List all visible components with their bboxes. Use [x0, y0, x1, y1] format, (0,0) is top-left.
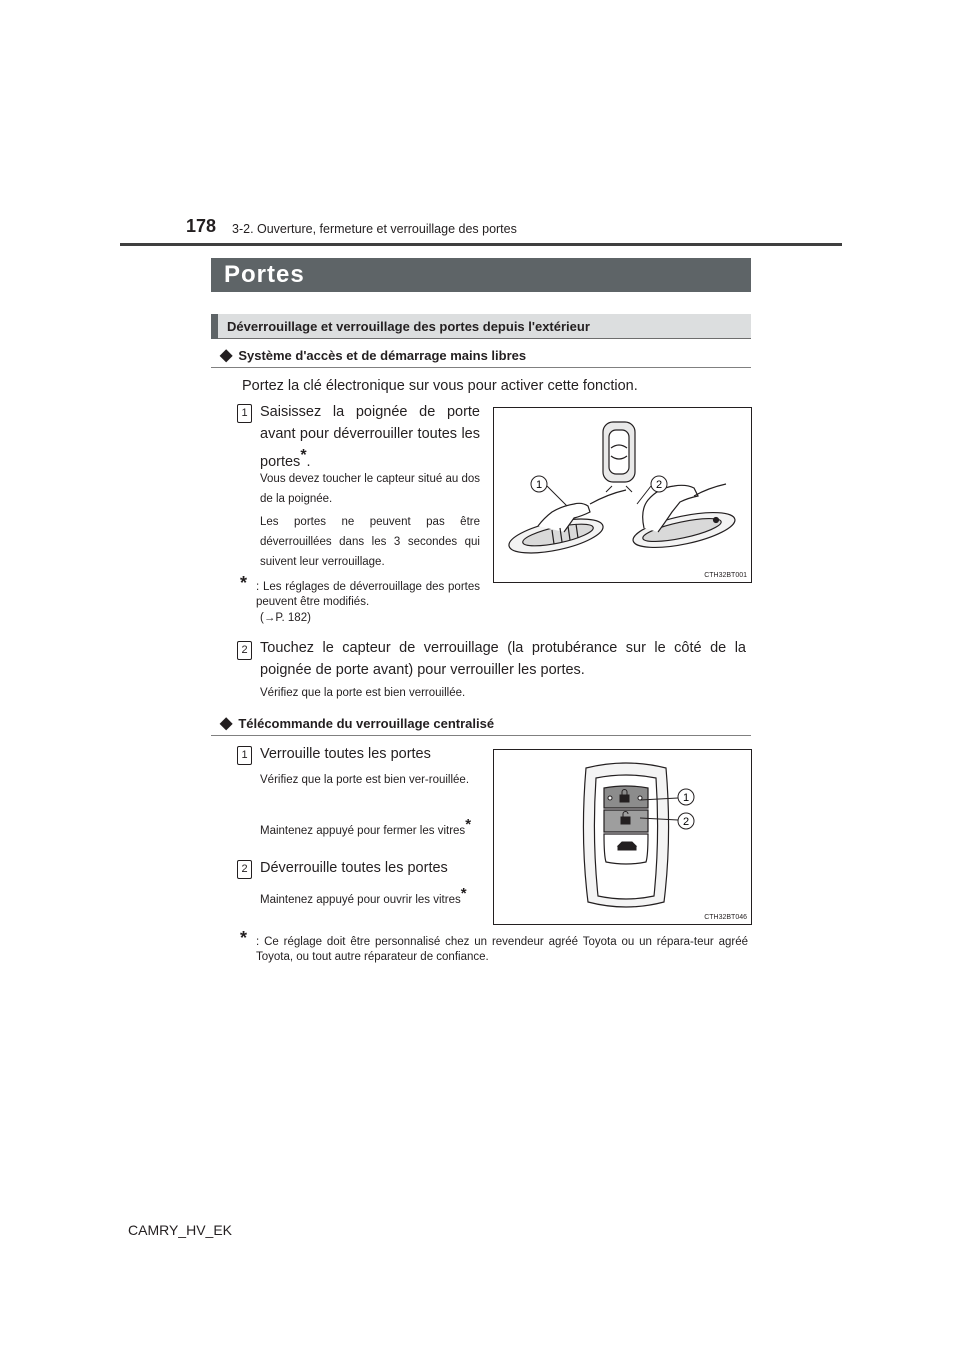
item1-note2-text: Maintenez appuyé pour fermer les vitres — [260, 824, 466, 837]
fig2-callout1: 1 — [682, 792, 690, 804]
step2-badge: 2 — [237, 641, 252, 660]
section1-rule — [211, 367, 751, 368]
footnote1-star: * — [240, 573, 248, 593]
item1-note1: Vérifiez que la porte est bien ver-rouillée. — [260, 774, 470, 786]
step1-text-end: . — [306, 453, 311, 470]
footnote1-ref: (→P. 182) — [260, 612, 311, 624]
remote-key-icon — [583, 763, 668, 907]
door-handle-left — [506, 490, 626, 560]
section1-heading-text: Système d'accès et de démarrage mains libres — [238, 348, 527, 363]
page-number: 178 — [186, 216, 217, 236]
subsection-accent — [211, 314, 218, 339]
fig1-callout1: 1 — [535, 479, 543, 491]
item2-note — [260, 884, 480, 910]
figure1-code: CTH32BT001 — [704, 572, 747, 579]
fig2-callout2: 2 — [682, 816, 690, 828]
step2-note: Vérifiez que la porte est bien verrouillée. — [260, 687, 466, 699]
section2-heading — [220, 713, 750, 733]
figure2-code: CTH32BT046 — [704, 914, 747, 921]
footnote2-text: : Ce réglage doit être personnalisé chez un revendeur agréé Toyota ou un répara-teur agréé Toyota, ou tout autre réparateur de confiance. — [256, 936, 748, 963]
figure-remote-key — [493, 749, 752, 925]
header-rule — [120, 243, 842, 246]
fig1-callout2: 2 — [655, 479, 663, 491]
item2-text: Déverrouille toutes les portes — [260, 860, 448, 876]
item1-note2 — [260, 815, 480, 841]
item2-note-text: Maintenez appuyé pour ouvrir les vitres — [260, 893, 461, 906]
step1-badge: 1 — [237, 404, 252, 423]
subsection-title: Déverrouillage et verrouillage des portes depuis l'extérieur — [227, 319, 590, 334]
step2-text: Touchez le capteur de verrouillage (la protubérance sur le côté de la poignée de porte avant) pour verrouiller les portes. — [260, 640, 746, 678]
section1-intro: Portez la clé électronique sur vous pour activer cette fonction. — [242, 378, 638, 394]
diamond-icon: ◆ — [220, 715, 233, 732]
item1-text: Verrouille toutes les portes — [260, 746, 431, 762]
section2-heading-text: Télécommande du verrouillage centralisé — [238, 716, 495, 731]
step1-text — [260, 401, 480, 473]
section2-rule — [211, 735, 751, 736]
running-head: 3-2. Ouverture, fermeture et verrouillage des portes — [232, 222, 517, 236]
footnote2-star: * — [240, 928, 248, 948]
step1-text-body: Saisissez la poignée de porte avant pour déverrouiller toutes les portes — [260, 404, 480, 470]
item2-badge: 2 — [237, 860, 252, 879]
step1-note2: Les portes ne peuvent pas être déverrouillées dans les 3 secondes qui suivent leur verrouillage. — [260, 516, 480, 568]
smart-key-icon — [603, 422, 635, 482]
diamond-icon: ◆ — [220, 347, 233, 364]
door-handle-right — [630, 484, 738, 555]
footnote1-text: : Les réglages de déverrouillage des portes peuvent être modifiés. — [256, 581, 480, 608]
item1-star: * — [465, 816, 472, 833]
title-bar — [211, 258, 751, 292]
figure-door-handle — [493, 407, 752, 583]
item2-star: * — [460, 885, 467, 902]
trunk-button-icon — [618, 842, 636, 850]
door-handle-illustration — [494, 408, 751, 582]
section1-heading — [220, 345, 750, 365]
step1-star: * — [300, 447, 307, 464]
footer-model: CAMRY_HV_EK — [128, 1222, 233, 1238]
item1-badge: 1 — [237, 746, 252, 765]
page-title: Portes — [224, 261, 305, 288]
remote-key-illustration — [494, 750, 751, 924]
subsection-bar — [211, 314, 751, 339]
step1-note1: Vous devez toucher le capteur situé au dos de la poignée. — [260, 473, 480, 505]
